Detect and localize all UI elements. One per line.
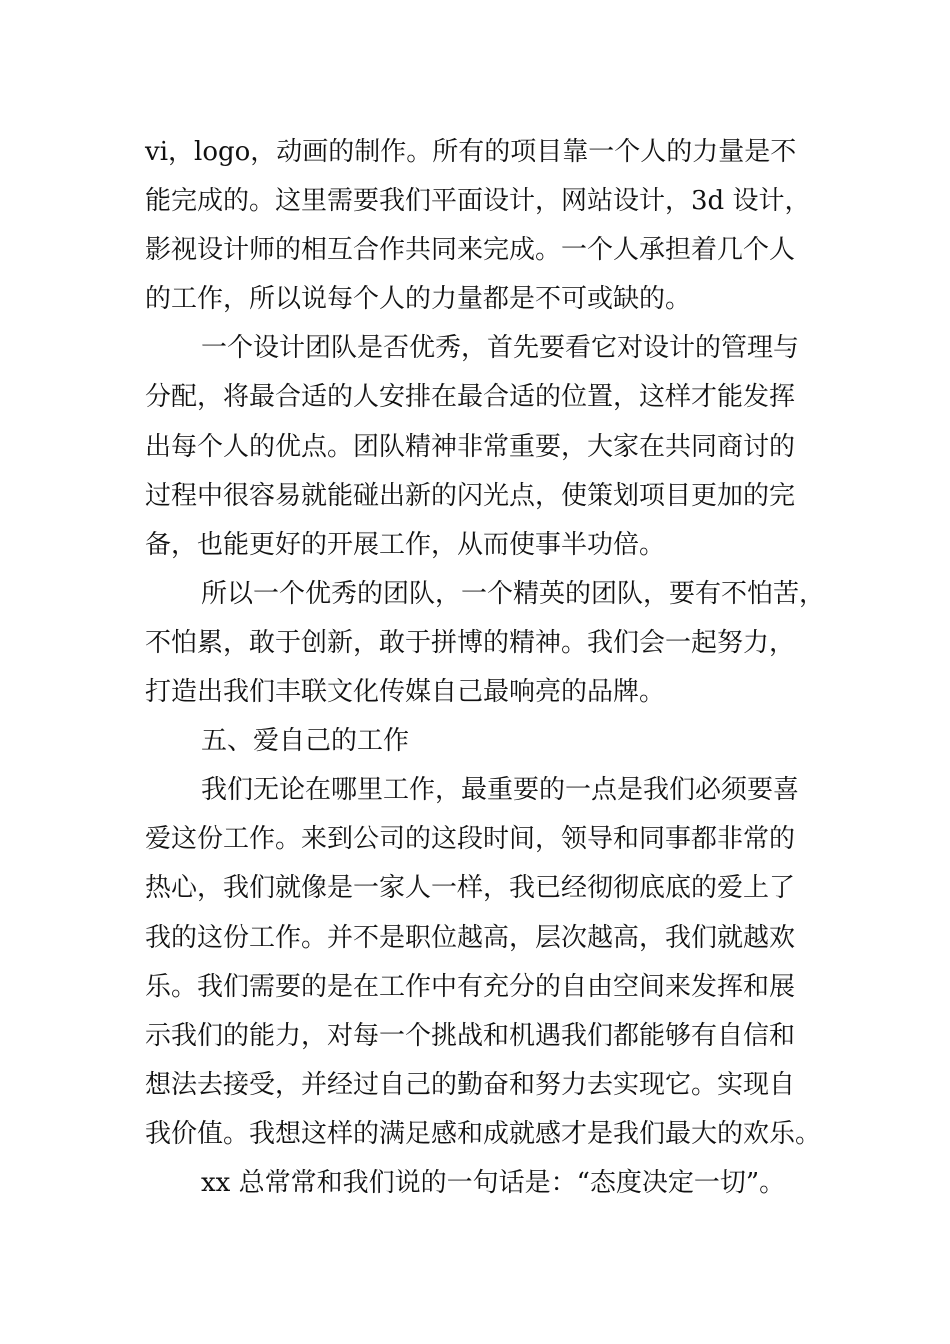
text-line: 影视设计师的相互合作共同来完成。一个人承担着几个人 <box>145 235 796 266</box>
text-line: 的工作，所以说每个人的力量都是不可或缺的。 <box>145 284 692 315</box>
text-line: 爱这份工作。来到公司的这段时间，领导和同事都非常的 <box>145 824 796 855</box>
text-line: 备，也能更好的开展工作，从而使事半功倍。 <box>145 529 666 560</box>
text-line: 乐。我们需要的是在工作中有充分的自由空间来发挥和展 <box>145 971 796 1002</box>
text-line: 所以一个优秀的团队，一个精英的团队，要有不怕苦， <box>201 578 826 609</box>
text-line: 一个设计团队是否优秀，首先要看它对设计的管理与 <box>201 333 800 364</box>
text-line: 我价值。我想这样的满足感和成就感才是我们最大的欢乐。 <box>145 1118 822 1149</box>
text-line: 分配，将最合适的人安排在最合适的位置，这样才能发挥 <box>145 382 796 413</box>
text-line: 能完成的。这里需要我们平面设计，网站设计，3d 设计， <box>145 186 811 217</box>
body-text <box>145 128 835 1208</box>
text-line: 打造出我们丰联文化传媒自己最响亮的品牌。 <box>145 677 666 708</box>
text-line: 想法去接受，并经过自己的勤奋和努力去实现它。实现自 <box>145 1069 796 1100</box>
text-line: 热心，我们就像是一家人一样，我已经彻彻底底的爱上了 <box>145 873 796 904</box>
text-line: 出每个人的优点。团队精神非常重要，大家在共同商讨的 <box>145 431 796 462</box>
text-line: 我的这份工作。并不是职位越高，层次越高，我们就越欢 <box>145 922 796 953</box>
text-line: 示我们的能力，对每一个挑战和机遇我们都能够有自信和 <box>145 1020 796 1051</box>
text-line: xx 总常常和我们说的一句话是：“态度决定一切”。 <box>201 1167 786 1198</box>
text-line: 我们无论在哪里工作，最重要的一点是我们必须要喜 <box>201 775 800 806</box>
text-line: 不怕累，敢于创新，敢于拼博的精神。我们会一起努力， <box>145 627 796 658</box>
text-line: vi，logo，动画的制作。所有的项目靠一个人的力量是不 <box>145 137 797 167</box>
section-heading: 五、爱自己的工作 <box>201 726 410 757</box>
text-line: 过程中很容易就能碰出新的闪光点，使策划项目更加的完 <box>145 480 796 511</box>
